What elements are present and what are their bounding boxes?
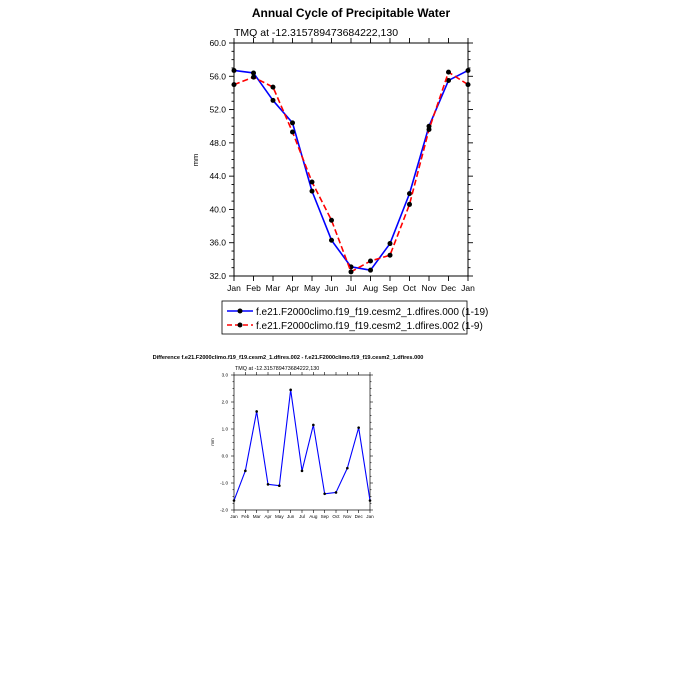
main-chart-y-tick-label: 40.0 <box>209 204 226 215</box>
legend-label-series-2: f.e21.F2000climo.f19_f19.cesm2_1.dfires.002 (1-9) <box>256 321 483 332</box>
diff-chart-x-tick-label: Aug <box>309 514 318 519</box>
main-chart-y-tick-label: 32.0 <box>209 271 226 281</box>
main-chart-subtitle: TMQ at -12.315789473684222,130 <box>234 27 399 39</box>
diff-chart-y-tick-label: 2.0 <box>221 399 228 405</box>
main-chart-series-1-point <box>329 238 334 243</box>
diff-chart-y-tick-label: -1.0 <box>220 480 228 486</box>
main-chart-x-tick-label: Dec <box>440 283 457 293</box>
diff-chart-series-1-point <box>369 499 372 502</box>
diff-chart-plot-frame <box>234 375 370 510</box>
main-chart-series-2-point <box>466 82 471 87</box>
diff-chart-y-tick-label: 3.0 <box>221 372 228 378</box>
main-chart-x-tick-label: Mar <box>265 283 281 293</box>
main-chart-series-1-point <box>388 241 393 246</box>
diff-chart-y-tick-label: 1.0 <box>221 426 228 432</box>
main-chart-x-tick-label: Feb <box>246 283 261 293</box>
main-chart-series-1-point <box>368 268 373 273</box>
main-chart-y-tick-label: 56.0 <box>209 71 226 82</box>
diff-chart-y-tick-label: -2.0 <box>220 507 228 513</box>
main-chart-series-2-line <box>234 72 468 272</box>
main-chart-series-2-point <box>368 259 373 264</box>
main-chart-y-axis-label: mm <box>191 153 200 167</box>
diff-chart-series-1-point <box>323 493 326 496</box>
main-chart-y-tick-label: 60.0 <box>209 38 226 48</box>
main-chart-series-1-point <box>232 68 237 73</box>
diff-chart-x-tick-label: Jan <box>230 514 238 519</box>
diff-chart-series-1-point <box>255 410 258 413</box>
diff-chart-x-tick-label: May <box>274 514 284 519</box>
main-chart-series-1-point <box>310 189 315 194</box>
diff-chart-x-tick-label: Oct <box>332 514 340 519</box>
diff-chart-x-tick-label: Sep <box>320 514 329 519</box>
main-chart-x-tick-label: Aug <box>362 283 379 293</box>
main-chart-legend <box>222 301 488 334</box>
main-chart-x-tick-label: Jan <box>461 283 475 293</box>
main-chart-series-1-point <box>466 68 471 73</box>
diff-chart-x-tick-label: Nov <box>343 514 352 519</box>
main-chart-series <box>232 68 471 274</box>
diff-chart-series-1-point <box>335 491 338 494</box>
main-chart-series-2-point <box>427 127 432 132</box>
diff-chart-series <box>233 389 372 502</box>
main-chart-x-tick-label: Apr <box>285 283 300 293</box>
diff-chart-x-tick-label: Feb <box>241 514 250 519</box>
main-chart-title: Annual Cycle of Precipitable Water <box>251 6 451 20</box>
main-chart-x-tick-label: Jul <box>345 283 357 293</box>
diff-chart-y-tick-label: 0.0 <box>221 453 228 459</box>
legend-marker-series-2 <box>238 323 243 328</box>
diff-chart-series-1-point <box>278 484 281 487</box>
main-chart-y-tick-label: 48.0 <box>209 137 226 148</box>
main-chart-series-1-line <box>234 70 468 270</box>
main-chart-series-2-point <box>290 130 295 135</box>
main-chart-y-tick-label: 44.0 <box>209 171 226 182</box>
diff-chart-title: Difference f.e21.F2000climo.f19_f19.cesm2_1.dfires.002 - f.e21.F2000climo.f19_f19.cesm2_1.dfires.000 <box>152 355 424 361</box>
diff-chart-x-tick-label: Apr <box>264 514 272 519</box>
diff-chart-x-tick-label: Jul <box>299 514 305 519</box>
diff-chart-series-1-point <box>289 389 292 392</box>
diff-chart-x-tick-label: Jun <box>286 514 295 519</box>
main-chart-x-tick-label: Jan <box>227 283 241 293</box>
main-chart-series-2-point <box>388 253 393 258</box>
main-chart-x-tick-label: May <box>303 283 321 293</box>
main-chart-series-1-point <box>271 98 276 103</box>
main-chart-series-2-point <box>446 70 451 75</box>
main-chart-series-2-point <box>271 85 276 90</box>
main-chart-series-2-point <box>349 269 354 274</box>
diff-chart-series-1-point <box>244 470 247 473</box>
main-chart-series-2-point <box>310 179 315 184</box>
main-chart-x-tick-label: Oct <box>402 283 417 293</box>
main-chart-series-1-point <box>290 120 295 125</box>
diff-chart-series-1-point <box>301 470 304 473</box>
main-chart-series-2-point <box>329 218 334 223</box>
main-chart-plot-frame <box>234 43 468 276</box>
main-chart-y-tick-label: 36.0 <box>209 237 226 248</box>
diff-chart-x-tick-label: Dec <box>354 514 363 519</box>
diff-chart-axes <box>220 372 374 519</box>
diff-chart-series-1-point <box>267 483 270 486</box>
diff-chart-series-1-point <box>346 467 349 470</box>
legend-marker-series-1 <box>238 309 243 314</box>
diff-chart-x-tick-label: Jan <box>366 514 374 519</box>
main-chart-series-2-point <box>232 82 237 87</box>
main-chart-series-2-point <box>407 202 412 207</box>
diff-chart-x-tick-label: Mar <box>252 514 261 519</box>
main-chart-series-1-point <box>407 191 412 196</box>
main-chart-series-2-point <box>251 75 256 80</box>
main-chart-x-tick-label: Nov <box>421 283 437 293</box>
diff-chart-series-1-point <box>357 426 360 429</box>
diff-chart-series-1-point <box>312 424 315 427</box>
legend-label-series-1: f.e21.F2000climo.f19_f19.cesm2_1.dfires.000 (1-19) <box>256 307 489 318</box>
main-chart-y-tick-label: 52.0 <box>209 104 226 115</box>
main-chart-x-tick-label: Sep <box>382 283 398 293</box>
diff-chart-subtitle: TMQ at -12.315789473684222,130 <box>235 366 320 372</box>
diff-chart-series-1-point <box>233 499 236 502</box>
diff-chart-series-1-line <box>234 390 370 501</box>
diff-chart-y-axis-label: mm <box>210 438 215 446</box>
main-chart-x-tick-label: Jun <box>324 283 339 293</box>
